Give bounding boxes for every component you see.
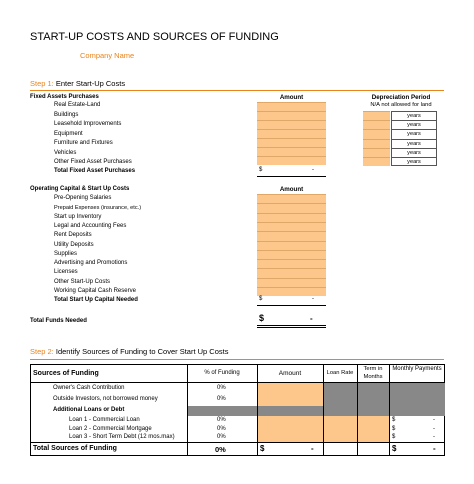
total-funds-underline (257, 325, 326, 326)
funding-row-label: Loan 2 - Commercial Mortgage (69, 425, 152, 432)
funding-total-amount-value: - (311, 444, 314, 453)
funding-amount-input-owner-investors[interactable] (257, 383, 323, 406)
fixed-item-label: Equipment (54, 130, 83, 137)
monthly-currency: $ (392, 434, 396, 440)
depreciation-input[interactable] (363, 129, 390, 138)
monthly-value: - (433, 417, 435, 423)
funding-total-monthly-currency: $ (392, 444, 397, 453)
years-unit: years (391, 111, 437, 120)
header-divider (31, 382, 445, 383)
step1-heading (30, 79, 125, 88)
header-loan-rate: Loan Rate (326, 370, 354, 376)
operating-amount-input[interactable] (257, 259, 326, 268)
fixed-amount-input[interactable] (257, 111, 326, 120)
fixed-amount-header: Amount (279, 94, 304, 101)
header-pct: % of Funding (204, 370, 240, 376)
step1-rule (30, 90, 444, 91)
funding-total-amount-currency: $ (260, 444, 265, 453)
step2-rule (30, 359, 444, 360)
total-funds-value: - (310, 314, 313, 323)
depreciation-input[interactable] (363, 157, 390, 166)
funding-row-pct: 0% (217, 396, 226, 402)
funding-row-label: Owner's Cash Contribution (53, 385, 125, 391)
depreciation-subheader: N/A not allowed for land (370, 102, 432, 108)
page-title: START-UP COSTS AND SOURCES OF FUNDING (30, 31, 279, 43)
fixed-amount-input[interactable] (257, 120, 326, 129)
depreciation-input[interactable] (363, 111, 390, 120)
step1-label: Enter Start-Up Costs (55, 79, 126, 88)
operating-item-label: Prepaid Expenses (insurance, etc.) (54, 204, 142, 211)
header-monthly: Monthly Payments (392, 366, 442, 372)
fixed-assets-heading: Fixed Assets Purchases (30, 94, 99, 100)
funding-row-label: Additional Loans or Debt (53, 407, 125, 413)
funding-row-pct: 0% (217, 434, 226, 440)
operating-amount-input[interactable] (257, 241, 326, 250)
total-funds-label: Total Funds Needed (30, 318, 87, 324)
operating-item-label: Advertising and Promotions (54, 260, 128, 266)
funding-row-label: Loan 3 - Short Term Debt (12 mos.max) (69, 434, 175, 440)
depreciation-header: Depreciation Period (371, 94, 431, 101)
operating-item-label: Licenses (54, 269, 78, 275)
depreciation-input[interactable] (363, 148, 390, 157)
operating-amount-input[interactable] (257, 194, 326, 203)
header-sources: Sources of Funding (33, 370, 99, 377)
operating-amount-input[interactable] (257, 268, 326, 277)
operating-amount-input[interactable] (257, 287, 326, 296)
funding-row-pct: 0% (217, 385, 226, 391)
operating-amount-input[interactable] (257, 203, 326, 212)
total-divider (31, 442, 445, 443)
funding-row-pct: 0% (217, 425, 226, 432)
rate-term-input-loans[interactable] (323, 416, 389, 442)
monthly-value: - (433, 434, 435, 440)
funding-amount-input-loans[interactable] (257, 416, 323, 442)
years-unit: years (391, 120, 437, 129)
fixed-amount-input[interactable] (257, 129, 326, 138)
monthly-currency: $ (392, 417, 396, 423)
fixed-item-label: Vehicles (54, 149, 77, 156)
operating-item-label: Supplies (54, 250, 78, 257)
operating-amount-input[interactable] (257, 250, 326, 259)
pct-disabled (187, 406, 257, 416)
monthly-disabled (389, 383, 445, 416)
operating-item-label: Pre-Opening Salaries (54, 195, 112, 201)
operating-amount-input[interactable] (257, 213, 326, 222)
funding-row-label: Outside Investors, not borrowed money (53, 396, 158, 402)
monthly-currency: $ (392, 425, 396, 432)
operating-total-underline (257, 305, 326, 306)
step2-label: Identify Sources of Funding to Cover Start Up Costs (55, 347, 229, 356)
operating-amount-header: Amount (279, 186, 304, 193)
fixed-total-value: - (312, 167, 314, 173)
depreciation-input[interactable] (363, 139, 390, 148)
fixed-item-label: Other Fixed Asset Purchases (54, 159, 132, 165)
operating-total-currency: $ (259, 296, 263, 302)
years-unit: years (391, 129, 437, 138)
fixed-total-label: Total Fixed Asset Purchases (54, 168, 136, 174)
fixed-amount-input[interactable] (257, 138, 326, 147)
operating-item-label: Working Capital Cash Reserve (54, 287, 136, 294)
funding-amount-disabled (257, 406, 323, 416)
fixed-amount-input[interactable] (257, 156, 326, 165)
years-unit: years (391, 157, 437, 166)
operating-item-label: Start up Inventory (54, 213, 102, 220)
depreciation-input[interactable] (363, 120, 390, 129)
monthly-value: - (433, 425, 435, 432)
step2-number: Step 2: (30, 347, 54, 356)
years-unit: years (391, 148, 437, 157)
fixed-item-label: Buildings (54, 111, 79, 118)
fixed-total-underline (257, 176, 326, 177)
operating-item-label: Other Start-Up Costs (54, 278, 111, 285)
funding-row-pct: 0% (217, 417, 226, 423)
funding-table (30, 364, 445, 456)
operating-amount-input[interactable] (257, 222, 326, 231)
fixed-amount-input[interactable] (257, 147, 326, 156)
total-funds-currency: $ (259, 313, 265, 323)
operating-item-label: Rent Deposits (54, 232, 92, 238)
operating-total-value: - (312, 296, 314, 302)
fixed-item-label: Real Estate-Land (54, 102, 101, 108)
total-funds-double-underline (257, 327, 326, 328)
step1-number: Step 1: (30, 79, 54, 88)
funding-total-pct: 0% (215, 445, 226, 454)
operating-item-label: Legal and Accounting Fees (54, 223, 127, 229)
fixed-item-label: Leasehold Improvements (54, 121, 122, 127)
funding-total-label: Total Sources of Funding (33, 445, 117, 452)
header-amount: Amount (278, 370, 302, 377)
years-unit: years (391, 139, 437, 148)
company-name[interactable]: Company Name (80, 51, 135, 60)
fixed-amount-input[interactable] (257, 102, 326, 111)
funding-total-monthly-value: - (433, 444, 436, 453)
operating-item-label: Utility Deposits (54, 241, 94, 248)
operating-total-label: Total Start Up Capital Needed (54, 296, 138, 303)
header-term: Term in Months (363, 366, 383, 380)
funding-row-label: Loan 1 - Commercial Loan (69, 417, 140, 423)
fixed-item-label: Furniture and Fixtures (54, 140, 113, 146)
fixed-total-currency: $ (259, 167, 263, 173)
operating-heading: Operating Capital & Start Up Costs (30, 186, 130, 192)
step2-heading (30, 347, 228, 356)
operating-amount-input[interactable] (257, 278, 326, 287)
operating-amount-input[interactable] (257, 231, 326, 240)
rate-term-disabled (323, 383, 389, 416)
